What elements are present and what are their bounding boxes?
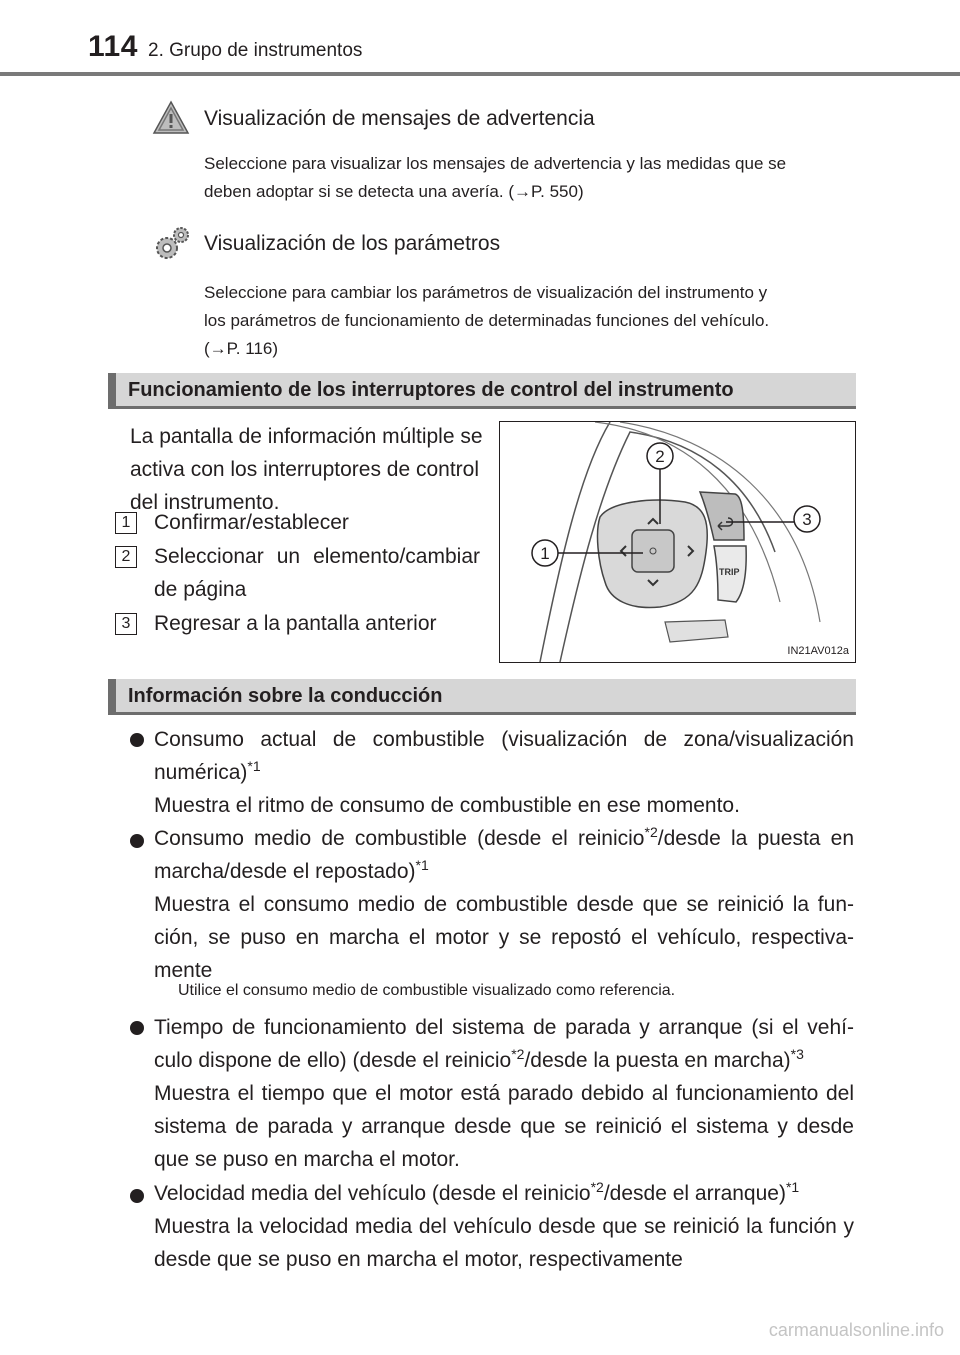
warning-triangle-icon [152,100,190,136]
b4-desc1: Muestra la velocidad media del vehículo desde que se reinició la función y [154,1215,854,1238]
bullet-3 [130,1021,144,1035]
settings-text-3: (→P. 116) [204,339,279,358]
section-heading-driving-info-text: Información sobre la conducción [128,685,443,707]
b2-line2-wrap [154,855,429,888]
b1-desc: Muestra el ritmo de consumo de combustible en ese momento. [154,794,740,817]
b1-line2-wrap [154,756,261,789]
b4-line1b: /desde el arranque) [603,1182,786,1205]
gears-icon [152,224,192,264]
page-number: 114 [88,30,138,63]
b2-desc1: Muestra el consumo medio de combustible desde que se reinició la fun- [154,893,854,916]
callout-3: 3 [802,510,812,529]
trip-label: TRIP [719,567,740,577]
b3-desc1: Muestra el tiempo que el motor está parado debido al funcionamiento del [154,1082,854,1105]
b4-desc2: desde que se puso en marcha el motor, respectivamente [154,1248,683,1271]
callout-1: 1 [540,544,550,563]
chapter-title: 2. Grupo de instrumentos [148,40,363,61]
intro-line-2: activa con los interruptores de control [130,458,480,481]
b3-desc3: que se puso en marcha el motor. [154,1148,460,1171]
b2-footnote-2: *1 [415,857,429,873]
b4-footnote-1: *2 [590,1179,604,1195]
b1-line1: Consumo actual de combustible (visualización de zona/visualización [154,728,854,751]
b2-line1b: /desde la puesta en [657,827,855,850]
header-rule [0,72,960,76]
b3-desc2: sistema de parada y arranque desde que se reinició el sistema y desde [154,1115,854,1138]
b2-line2: marcha/desde el repostado) [154,860,416,883]
intro-line-1: La pantalla de información múltiple se [130,425,483,448]
b3-line2b: /desde la puesta en marcha) [524,1049,791,1072]
steering-switch-figure [499,421,856,663]
b3-line1: Tiempo de funcionamiento del sistema de parada y arranque (si el vehí- [154,1016,854,1039]
item-number-3: 3 [115,613,137,635]
watermark: carmanualsonline.info [768,1320,944,1340]
b4-footnote-2: *1 [785,1179,800,1195]
item-number-1: 1 [115,512,137,534]
warning-messages-title: Visualización de mensajes de advertencia [204,107,595,130]
item-label-3: Regresar a la pantalla anterior [154,612,437,635]
b2-footnote-1: *2 [644,824,658,840]
callout-2: 2 [655,447,665,466]
section-heading-controls [108,373,856,409]
b3-footnote-1: *2 [511,1046,525,1062]
b2-desc2: ción, se puso en marcha el motor y se repostó el vehículo, respectiva- [154,926,854,949]
b3-line2-wrap [154,1044,804,1077]
b4-line1a: Velocidad media del vehículo (desde el reinicio [154,1182,591,1205]
item-label-2a: Seleccionar un elemento/cambiar [154,545,480,568]
warning-messages-text-1: Seleccione para visualizar los mensajes de advertencia y las medidas que se [204,154,787,173]
settings-text-1: Seleccione para cambiar los parámetros de visualización del instrumento y [204,283,768,302]
item-label-1: Confirmar/establecer [154,511,349,534]
note-text: Utilice el consumo medio de combustible visualizado como referencia. [178,982,676,999]
section-heading-driving-info [108,679,856,715]
b4-line1-wrap [154,1177,799,1210]
bullet-4 [130,1189,144,1203]
section-heading-controls-text: Funcionamiento de los interruptores de control del instrumento [128,379,734,401]
b1-footnote: *1 [247,758,261,774]
item-number-2: 2 [115,546,137,568]
bullet-1 [130,733,144,747]
bullet-2 [130,834,144,848]
b2-desc3: mente [154,959,213,982]
item-label-2b: de página [154,578,247,601]
b2-line1-wrap [154,822,854,855]
intro-line-3: del instrumento. [130,491,280,514]
settings-text-2: los parámetros de funcionamiento de determinadas funciones del vehículo. [204,311,770,330]
b3-footnote-2: *3 [790,1046,804,1062]
settings-title: Visualización de los parámetros [204,232,501,255]
figure-code: IN21AV012a [787,645,849,657]
b3-line2a: culo dispone de ello) (desde el reinicio [154,1049,512,1072]
b2-line1a: Consumo medio de combustible (desde el reinicio [154,827,645,850]
warning-messages-text-2: deben adoptar si se detecta una avería. (→P. 550) [204,182,584,201]
b1-line2: numérica) [154,761,248,784]
steering-wheel-illustration [500,422,855,662]
